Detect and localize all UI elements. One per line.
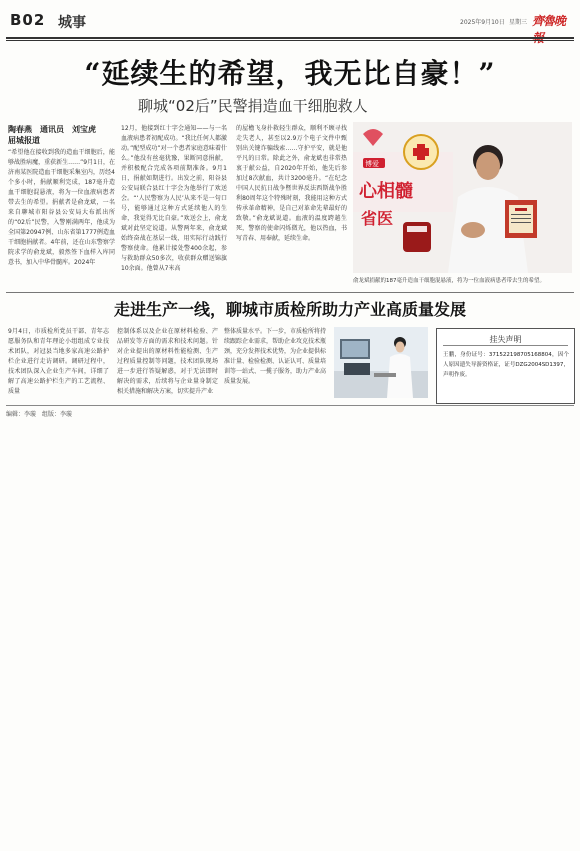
love-text: 博爱: [365, 160, 379, 168]
header-rule: [6, 37, 574, 39]
section-code: B02: [10, 11, 46, 29]
notice-title: 挂失声明: [489, 335, 522, 344]
story-byline: 陶春燕 通讯员 刘宝虎 屈城报道: [8, 125, 112, 145]
notice-divider: [443, 345, 568, 346]
donor-photo-illustration: [353, 122, 572, 273]
main-headline: “延续生的希望，我无比自豪！”: [84, 57, 496, 90]
story2-column-1: 9月4日，市质检所党员干部、青年志愿服务队和青年理论小组组成专业技术团队，对冠县当地多家高速公路护栏企业进行走访调研。调研过程中，技术团队深入企业生产车间，详细了解了高速公路护栏生产的工艺流程、质量: [8, 328, 109, 395]
lab-photo: [334, 327, 428, 398]
story-divider: [6, 292, 574, 293]
donor-photo: [353, 122, 572, 273]
issue-date: 2025年9月10日: [460, 19, 505, 26]
page-header: [6, 9, 574, 37]
banner-text-2: 省医: [361, 209, 394, 228]
photo-caption: 俞龙斌捐献的187毫升造血干细胞混悬液，将为一位血液病患者带去生的希望。: [353, 278, 546, 284]
lab-photo-illustration: [334, 327, 428, 398]
loss-notice-box: [436, 328, 575, 404]
banner-text: 心相髓: [359, 181, 413, 202]
notice-body: 王鹏，身份证号：371522198705168804，因个人原因遗失导游资格证，证号DZG2004SD1397，声明作废。: [443, 352, 569, 378]
second-headline: 走进生产一线，聊城市质检所助力产业高质量发展: [113, 300, 466, 319]
page-footer-credits: 编辑：李璇 组版：李璇: [6, 411, 73, 418]
main-subheadline: 聊城“02后”民警捐造血干细胞救人: [138, 97, 368, 115]
masthead-logo: 齊魯晚: [532, 14, 566, 28]
section-name: 城事: [58, 15, 86, 31]
story-column-3: 的屋檐飞身扑救轻生群众，顺利不顾寻找走失老人，甚至以2.9万个电子文件中甄别出关键诈骗线索……守护平安，就是他平凡的日常。除此之外，俞龙斌也非常热衷于献公益，自2020年开始，他先后参加过8次献血，共计3200毫升。“在纪念中国人民抗日战争暨世界反法西斯战争胜利80周年这个特殊时刻，我能用这种方式传承革命精神，是自己对革命先辈最好的致敬。”俞龙斌说道。血液的温度跨越生死，警察的使命闪烁微光，他以热血，书写青春、用奉献，延续生命。: [236, 125, 347, 242]
story-column-1: “希望他在接收到我的造血干细胞后，能够战胜病魔，重获新生……”9月1日，在济南某医院造血干细胞采集室内，历经4个多小时，捐献顺利完成，187毫升造血干细胞混悬液，将为一位血液病患者带去生的希望。捐献者是俞龙斌，一名来自聊城市阳谷县公安局大布派出所的“02后”民警，入警刚满两年，他成为全国第20947例、山东省第1777例造血干细胞捐献者。4年前，还在山东警察学院求学的俞龙斌，毅然签下血样入库同意书，加入中华骨髓库。2024年: [8, 149, 115, 266]
story2-column-3: 整体质量水平。下一步，市质检所将持续跟踪企业需求，帮助企业攻克技术瓶颈，充分发挥技术优势，为企业提供标准计量、检验检测、认证认可、质量培训等一站式、一揽子服务，助力产业高质量发展。: [224, 328, 327, 385]
story2-column-2: 控制体系以及企业在原材料检验、产品研发等方面的需求和技术问题。针对企业提出的原材料性能检测、生产过程质量控制等问题，技术团队现场进一步进行答疑解惑，对于无法即时解决的需求，后续将与企业量身制定相关措施和解决方案，切实提升产业: [117, 328, 218, 395]
header-rule-thin: [6, 40, 574, 41]
issue-weekday: 星期三: [509, 19, 528, 26]
footer-rule: [6, 405, 574, 406]
story-column-2: 12月，他接到红十字会通知——与一名血液病患者初配成功。“我比任何人都激动。”配型成功”对一个患者家庭意味着什么。”他没有丝毫犹豫，果断同意捐献，并积极配合完成各项前期准备。9月1日，捐献如期进行。出发之前，阳谷县公安局联合县红十字会为他举行了欢送会。“‘人民警察为人民’从来不是一句口号，能够通过这种方式延续他人的生命，我觉得无比自豪。”欢送会上，俞龙斌对此坚定说道。从警两年来，俞龙斌始终奋战在基层一线，用实际行动践行警察使命。他累计接处警400余起，参与救助群众50多次，收获群众赠送锦旗10余面。他曾从7米高: [121, 125, 227, 272]
